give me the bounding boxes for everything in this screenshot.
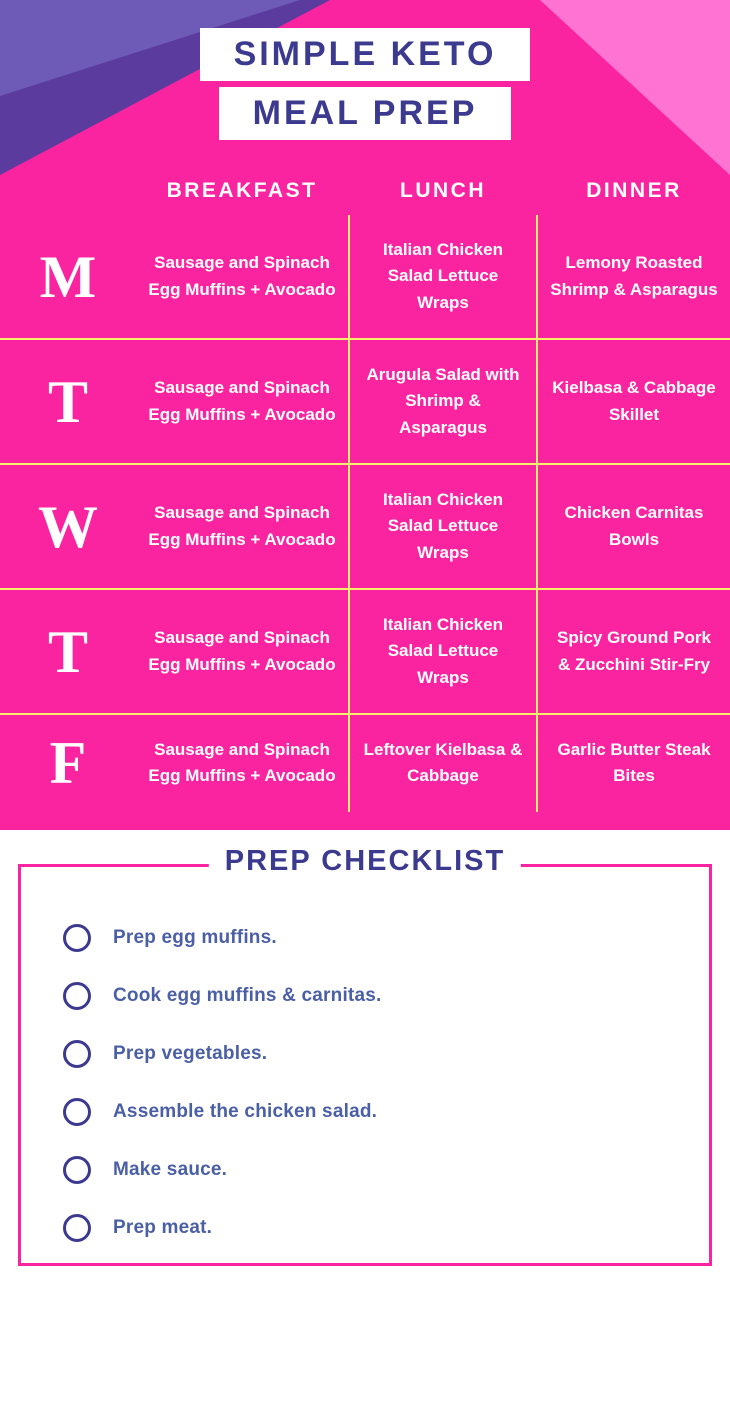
schedule-column-headers (0, 175, 730, 215)
meal-lunch: Leftover Kielbasa & Cabbage (348, 715, 538, 812)
meal-dinner: Chicken Carnitas Bowls (564, 503, 704, 549)
meal-breakfast: Sausage and Spinach Egg Muffins + Avocado (148, 378, 336, 424)
list-item[interactable] (63, 1083, 709, 1141)
meal-lunch: Italian Chicken Salad Lettuce Wraps (348, 465, 538, 588)
list-item[interactable] (63, 1025, 709, 1083)
day-label: W (38, 493, 98, 560)
checkbox-circle-icon[interactable] (63, 1040, 91, 1068)
day-column-spacer (0, 179, 136, 203)
checklist-title: PREP CHECKLIST (209, 845, 521, 878)
title-line-2: MEAL PREP (219, 87, 512, 140)
day-label: M (39, 243, 97, 310)
checklist-items (21, 867, 709, 1257)
meal-dinner: Spicy Ground Pork & Zucchini Stir-Fry (557, 628, 711, 674)
day-label: T (47, 368, 89, 435)
meal-breakfast: Sausage and Spinach Egg Muffins + Avocado (148, 628, 336, 674)
checklist-item-label: Prep vegetables. (113, 1042, 268, 1064)
table-row (0, 215, 730, 338)
column-header-lunch: LUNCH (400, 179, 486, 202)
table-row (0, 463, 730, 588)
checkbox-circle-icon[interactable] (63, 1098, 91, 1126)
meal-lunch: Arugula Salad with Shrimp & Asparagus (348, 340, 538, 463)
checklist-item-label: Cook egg muffins & carnitas. (113, 984, 382, 1006)
meal-dinner: Garlic Butter Steak Bites (557, 740, 711, 786)
prep-checklist-section (0, 830, 730, 1266)
list-item[interactable] (63, 909, 709, 967)
checklist-item-label: Assemble the chicken salad. (113, 1100, 378, 1122)
meal-dinner: Kielbasa & Cabbage Skillet (552, 378, 716, 424)
poster-header (0, 0, 730, 175)
checklist-item-label: Prep meat. (113, 1216, 213, 1238)
meal-breakfast: Sausage and Spinach Egg Muffins + Avocado (148, 503, 336, 549)
meal-lunch: Italian Chicken Salad Lettuce Wraps (348, 215, 538, 338)
meal-lunch: Italian Chicken Salad Lettuce Wraps (348, 590, 538, 713)
table-row (0, 338, 730, 463)
checklist-item-label: Make sauce. (113, 1158, 228, 1180)
meal-breakfast: Sausage and Spinach Egg Muffins + Avocado (148, 253, 336, 299)
checkbox-circle-icon[interactable] (63, 982, 91, 1010)
list-item[interactable] (63, 1199, 709, 1257)
table-row (0, 713, 730, 812)
checkbox-circle-icon[interactable] (63, 1214, 91, 1242)
day-label: F (49, 730, 87, 797)
table-row (0, 588, 730, 713)
poster-title (0, 0, 730, 146)
meal-schedule-table (0, 175, 730, 830)
checkbox-circle-icon[interactable] (63, 1156, 91, 1184)
checkbox-circle-icon[interactable] (63, 924, 91, 952)
column-header-breakfast: BREAKFAST (166, 179, 318, 202)
title-line-1: SIMPLE KETO (200, 28, 531, 81)
column-header-dinner: DINNER (586, 179, 682, 202)
checklist-item-label: Prep egg muffins. (113, 926, 277, 948)
list-item[interactable] (63, 967, 709, 1025)
day-label: T (47, 618, 89, 685)
checklist-box (18, 844, 712, 1266)
list-item[interactable] (63, 1141, 709, 1199)
meal-dinner: Lemony Roasted Shrimp & Asparagus (550, 253, 718, 299)
meal-breakfast: Sausage and Spinach Egg Muffins + Avocado (148, 740, 336, 786)
